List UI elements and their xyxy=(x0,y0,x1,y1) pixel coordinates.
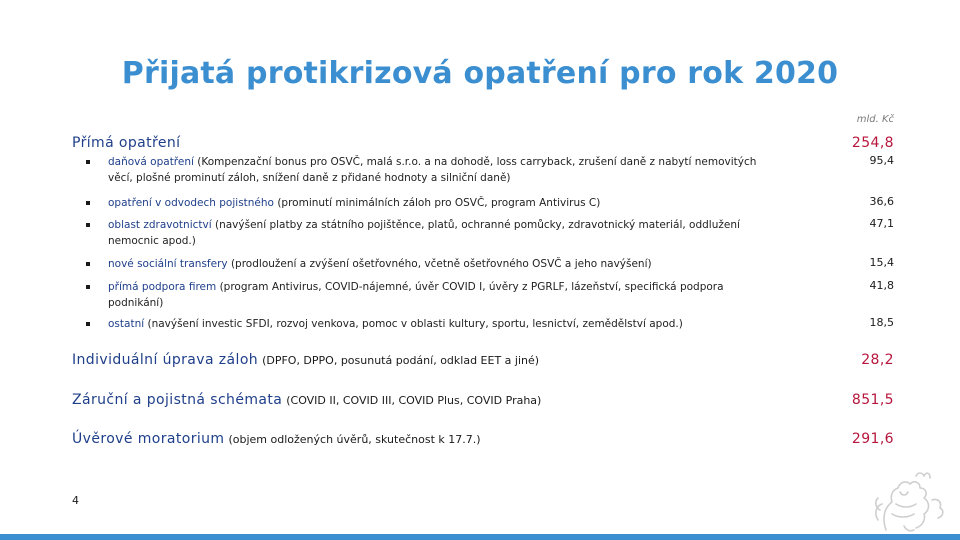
bullet-icon xyxy=(86,322,90,326)
bullet-icon xyxy=(86,160,90,164)
bullet-icon xyxy=(86,262,90,266)
lion-emblem-icon xyxy=(856,470,948,534)
bottom-accent-bar xyxy=(0,534,960,540)
section-heading-moratorium xyxy=(72,431,481,447)
item-desc: (navýšení investic SFDI, rozvoj venkova, pomoc v oblasti kultury, sportu, lesnictví, zemědělství apod.) xyxy=(144,318,683,330)
item-value: 15,4 xyxy=(869,256,894,269)
section-value-moratorium: 291,6 xyxy=(851,431,894,447)
item-value: 41,8 xyxy=(869,279,894,292)
bullet-icon xyxy=(86,285,90,289)
section-heading-label: Záruční a pojistná schémata xyxy=(72,392,283,408)
list-item xyxy=(86,256,766,272)
section-desc: (COVID II, COVID III, COVID Plus, COVID Praha) xyxy=(286,394,542,407)
item-lead: opatření v odvodech pojistného xyxy=(108,197,274,209)
list-item xyxy=(86,217,766,249)
section-desc: (objem odložených úvěrů, skutečnost k 17.7.) xyxy=(228,433,481,446)
item-value: 36,6 xyxy=(869,195,894,208)
section-value-advances: 28,2 xyxy=(861,352,894,368)
section-value-guarantees: 851,5 xyxy=(851,392,894,408)
slide-title: Přijatá protikrizová opatření pro rok 2020 xyxy=(121,56,839,91)
item-desc: (navýšení platby za státního pojištěnce, platů, ochranné pomůcky, zdravotnický materiál, oddlužení nemocnic apod.) xyxy=(108,219,740,247)
unit-label: mld. Kč xyxy=(856,114,894,125)
item-desc: (Kompenzační bonus pro OSVČ, malá s.r.o. a na dohodě, loss carryback, zrušení daně z nabytí nemovitých věcí, plošné prominutí záloh, snížení daně z přidané hodnoty a silniční daně) xyxy=(108,156,757,184)
section-heading-direct: Přímá opatření xyxy=(72,135,181,151)
section-desc: (DPFO, DPPO, posunutá podání, odklad EET a jiné) xyxy=(262,354,540,367)
page-number: 4 xyxy=(72,494,79,507)
item-desc: (prodloužení a zvýšení ošetřovného, včetně ošetřovného OSVČ a jeho navýšení) xyxy=(227,258,652,270)
list-item xyxy=(86,195,766,211)
list-item xyxy=(86,316,766,332)
bullet-icon xyxy=(86,223,90,227)
list-item xyxy=(86,279,766,311)
list-item xyxy=(86,154,766,186)
section-value-direct: 254,8 xyxy=(851,135,894,151)
item-desc: (program Antivirus, COVID-nájemné, úvěr COVID I, úvěry z PGRLF, lázeňství, specifická podpora podnikání) xyxy=(108,281,724,309)
section-heading-label: Individuální úprava záloh xyxy=(72,352,259,368)
bullet-icon xyxy=(86,201,90,205)
item-lead: nové sociální transfery xyxy=(108,258,228,270)
section-heading-guarantees xyxy=(72,392,541,408)
item-lead: oblast zdravotnictví xyxy=(108,219,212,231)
item-value: 47,1 xyxy=(869,217,894,230)
item-desc: (prominutí minimálních záloh pro OSVČ, program Antivirus C) xyxy=(273,197,601,209)
section-heading-label: Úvěrové moratorium xyxy=(72,431,225,447)
section-heading-advances xyxy=(72,352,539,368)
item-lead: přímá podpora firem xyxy=(108,281,217,293)
item-value: 95,4 xyxy=(869,154,894,167)
item-lead: ostatní xyxy=(108,318,145,330)
item-value: 18,5 xyxy=(869,316,894,329)
item-lead: daňová opatření xyxy=(108,156,194,168)
